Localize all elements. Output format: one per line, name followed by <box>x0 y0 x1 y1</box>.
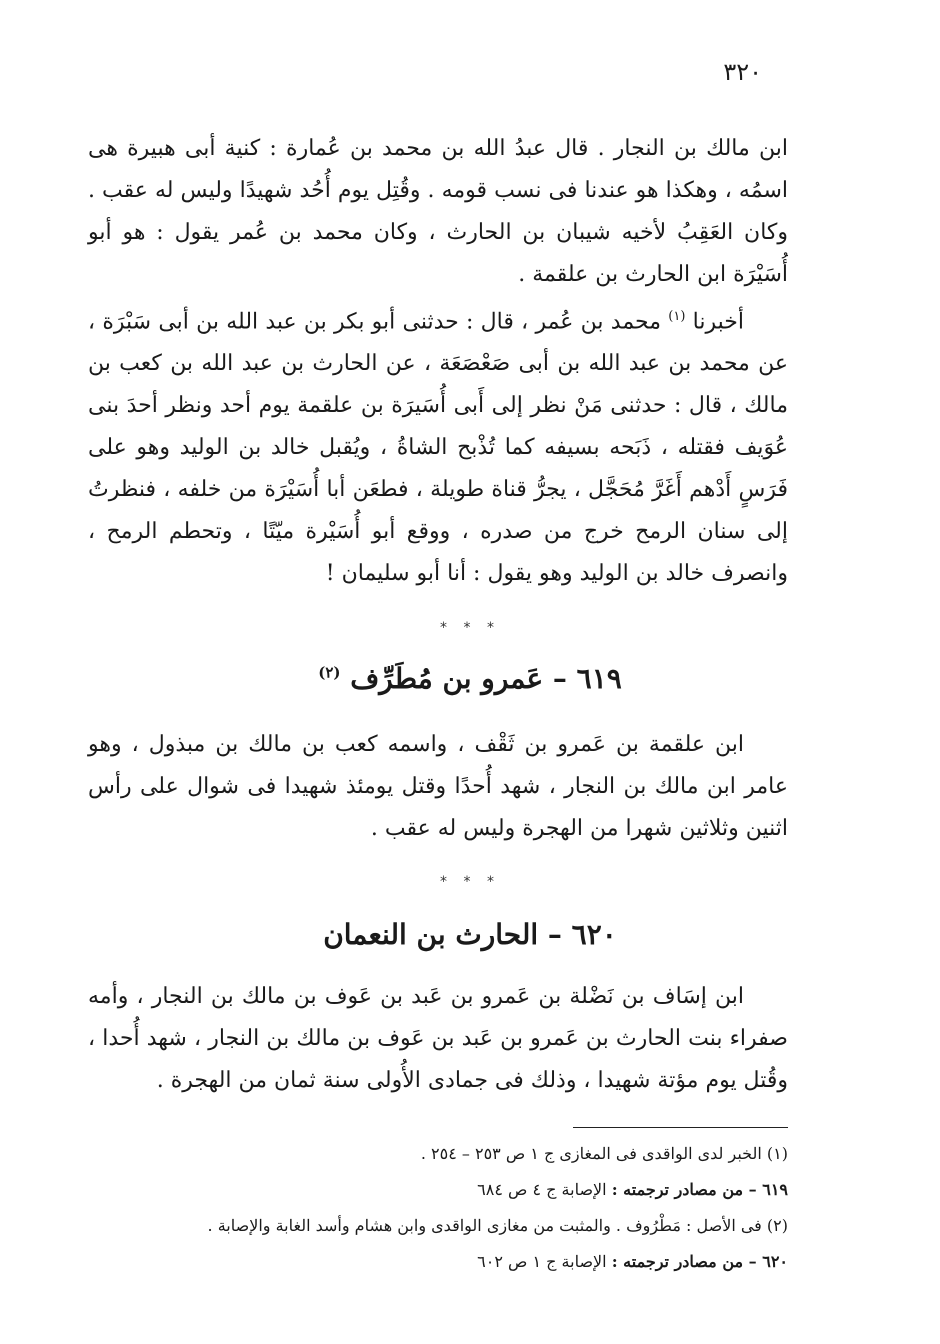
entry-620-title: ٦٢٠ – الحارث بن النعمان <box>323 918 617 951</box>
entry-619-title: ٦١٩ – عَمرو بن مُطَرِّف <box>350 662 622 695</box>
sources-619-label: ٦١٩ – من مصادر ترجمته : <box>611 1180 788 1199</box>
sources-619 <box>88 1172 788 1208</box>
paragraph-narration <box>88 296 788 595</box>
section-separator-1: * * * <box>440 620 500 636</box>
sources-620 <box>88 1244 788 1280</box>
footnote-divider <box>573 1127 788 1128</box>
section-separator-2: * * * <box>440 874 500 890</box>
footnote-2: (٢) فى الأصل : مَطْرُوف . والمثبت من مغازى الواقدى وابن هشام وأسد الغابة والإصابة . <box>207 1216 788 1235</box>
paragraph-continuation: ابن مالك بن النجار . قال عبدُ الله بن محمد بن عُمارة : كنية أبى هبيرة هى اسمُه ، وهكذا هو عندنا فى نسب قومه . وقُتِل يوم أُحُد شهيدًا وليس له عقب . وكان العَقِبُ لأخيه شيبان بن الحارث ، وكان محمد بن عُمر يقول : هو أبو أُسَيْرَة ابن الحارث بن علقمة . <box>88 136 788 287</box>
sources-620-text: الإصابة ج ١ ص ٦٠٢ <box>477 1252 607 1271</box>
narration-opening: أخبرنا <box>692 309 744 335</box>
sources-620-label: ٦٢٠ – من مصادر ترجمته : <box>611 1252 788 1271</box>
entry-619-heading <box>0 662 940 695</box>
entry-620-text: ابن إسَاف بن نَضْلة بن عَمرو بن عَبد بن عَوف بن مالك بن النجار ، وأمه صفراء بنت الحارث بن عَمرو بن عَبد بن عَوف بن مالك بن النجار ، شهد أُحدا ، وقُتل يوم مؤتة شهيدا ، وذلك فى جمادى الأُولى سنة ثمان من الهجرة . <box>88 984 788 1093</box>
footnote-1: (١) الخبر لدى الواقدى فى المغازى ج ١ ص ٢٥٣ – ٢٥٤ . <box>420 1144 788 1163</box>
sources-619-text: الإصابة ج ٤ ص ٦٨٤ <box>477 1180 607 1199</box>
entry-619-text: ابن علقمة بن عَمرو بن ثَقْف ، واسمه كعب بن مالك بن مبذول ، وهو عامر ابن مالك بن النجار ، شهد أُحدًا وقتل يومئذ شهيدا فى شوال على رأس اثنين وثلاثين شهرا من الهجرة وليس له عقب . <box>88 732 788 841</box>
footnote-ref-1: (١) <box>668 309 686 324</box>
entry-619-body <box>88 724 788 850</box>
section-top <box>88 128 788 595</box>
entry-620-heading <box>0 918 940 951</box>
page-number: ٣٢٠ <box>723 58 762 86</box>
footnote-ref-2: (٢) <box>318 663 341 682</box>
footnotes <box>88 1136 788 1280</box>
narration-body: محمد بن عُمر ، قال : حدثنى أبو بكر بن عبد الله بن أبى سَبْرَة ، عن محمد بن عبد الله بن أبى صَعْصَعَة ، عن الحارث بن عبد الله بن كعب بن مالك ، قال : حدثنى مَنْ نظر إلى أَبى أُسَيرَة بن علقمة يوم أحد ونظر أحدَ بنى عُوَيف فقتله ، ذَبَحه بسيفه كما تُذْبح الشاةُ ، ويُقبل خالد بن الوليد وهو على فَرَسٍ أَدْهم أَغَرَّ مُحَجَّل ، يجرُّ قناة طويلة ، فطعَن أبا أُسَيْرَة من خلفه ، فنظرتُ إلى سنان الرمح خرج من صدره ، ووقع أبو أُسَيْرة ميّتًا ، وتحطم الرمح ، وانصرف خالد بن الوليد وهو يقول : أنا أبو سليمان ! <box>88 309 788 587</box>
entry-620-body <box>88 976 788 1102</box>
